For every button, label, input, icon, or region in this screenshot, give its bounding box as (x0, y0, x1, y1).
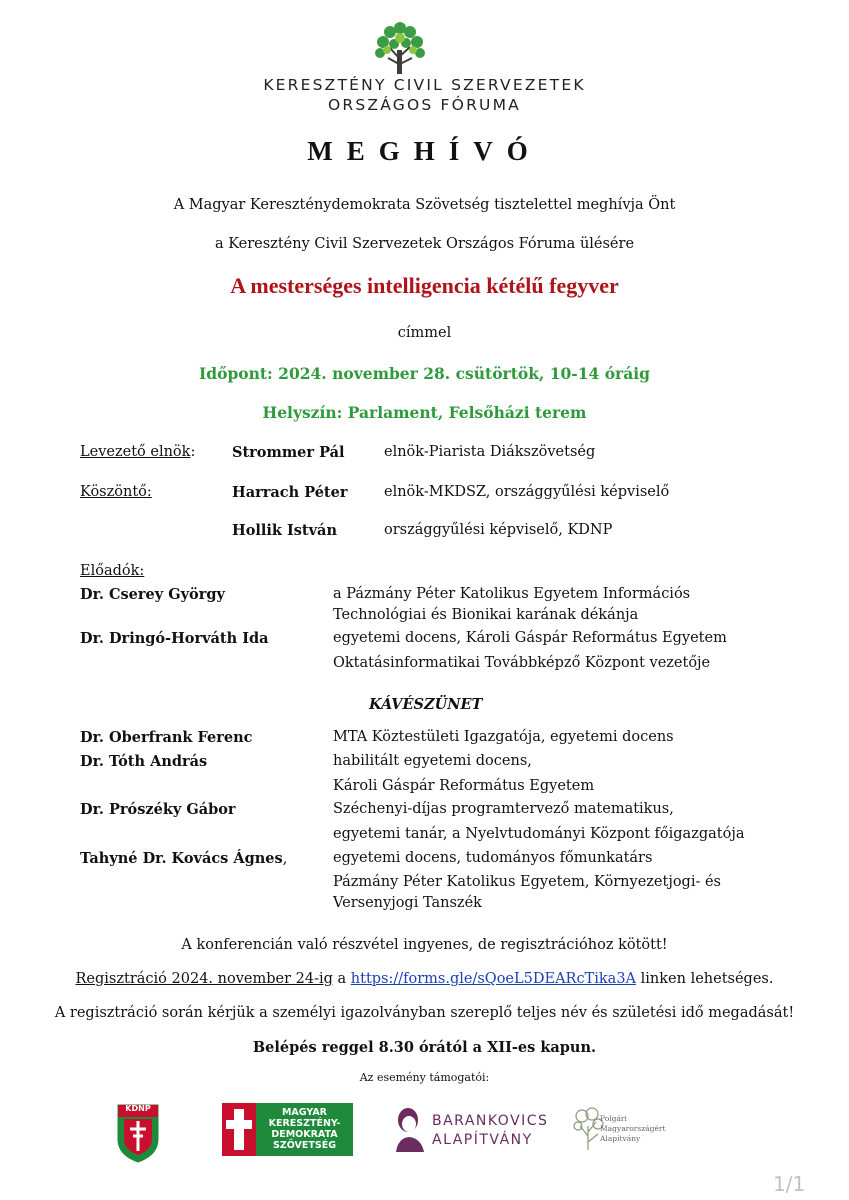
polgari-line3: Alapítvány (600, 1134, 641, 1143)
mksz-line4: SZÖVETSÉG (272, 1140, 336, 1151)
welcome-label: Köszöntő: (80, 484, 152, 500)
mksz-line2: KERESZTÉNY- (268, 1118, 341, 1129)
speaker-desc: MTA Köztestületi Igazgatója, egyetemi docens (333, 729, 674, 745)
free-note: A konferencián való részvétel ingyenes, de regisztrációhoz kötött! (181, 937, 668, 953)
subject-suffix: címmel (397, 325, 452, 341)
id-note: A regisztráció során kérjük a személyi igazolványban szereplő teljes név és születési idő megadását! (54, 1005, 795, 1021)
event-subject: A mesterséges intelligencia kétélű fegyver (230, 273, 619, 298)
speaker-desc: habilitált egyetemi docens, (333, 753, 532, 769)
speaker-desc: a Pázmány Péter Katolikus Egyetem Információs (333, 586, 691, 602)
kdnp-text: KDNP (125, 1104, 151, 1113)
speaker-name: Dr. Dringó-Horváth Ida (80, 630, 269, 647)
tree-logo (372, 20, 428, 76)
page-title: MEGHÍVÓ (307, 136, 542, 166)
entry-note: Belépés reggel 8.30 órától a XII-es kapun. (252, 1039, 597, 1056)
speaker-name: Dr. Tóth András (80, 753, 208, 770)
chair-label: Levezető elnök: (80, 444, 196, 460)
welcome-name: Hollik István (232, 522, 337, 539)
sponsors-label: Az esemény támogatói: (359, 1071, 490, 1084)
speaker-desc: Károli Gáspár Református Egyetem (333, 778, 595, 794)
polgari-line1: Polgári (600, 1114, 627, 1123)
welcome-name: Harrach Péter (232, 484, 348, 501)
speaker-desc: egyetemi tanár, a Nyelvtudományi Központ főigazgatója (333, 826, 745, 842)
speaker-name: Dr. Cserey György (80, 586, 225, 603)
speaker-desc: Technológiai és Bionikai karának dékánja (333, 607, 639, 623)
welcome-desc: elnök-MKDSZ, országgyűlési képviselő (384, 484, 670, 500)
mksz-logo (222, 1103, 353, 1156)
speaker-desc: Széchenyi-díjas programtervező matematikus, (333, 801, 674, 817)
portrait-icon (394, 1106, 426, 1152)
speakers-label: Előadók: (80, 563, 145, 579)
org-name-line2: ORSZÁGOS FÓRUMA (328, 96, 521, 114)
barankovics-line2: ALAPÍTVÁNY (432, 1132, 533, 1148)
registration-line: Regisztráció 2024. november 24-ig a https://forms.gle/sQoeL5DEARcTika3A linken lehetséges. (75, 971, 774, 987)
mksz-cross-v (234, 1109, 244, 1150)
speaker-name: Tahyné Dr. Kovács Ágnes, (80, 850, 288, 867)
registration-deadline: Regisztráció 2024. november 24-ig (75, 971, 333, 987)
page-indicator: 1/1 (773, 1172, 806, 1196)
mksz-cross-h (226, 1120, 252, 1129)
speaker-desc: Pázmány Péter Katolikus Egyetem, Környezetjogi- és (333, 874, 721, 890)
speaker-name: Dr. Oberfrank Ferenc (80, 729, 253, 746)
speaker-desc: egyetemi docens, Károli Gáspár Református Egyetem (333, 630, 727, 646)
speaker-desc: egyetemi docens, tudományos főmunkatárs (333, 850, 653, 866)
speaker-name: Dr. Prószéky Gábor (80, 801, 236, 818)
mksz-line1: MAGYAR (281, 1107, 328, 1118)
kdnp-logo (116, 1103, 160, 1163)
mksz-line3: DEMOKRATA (271, 1129, 338, 1140)
registration-link[interactable]: https://forms.gle/sQoeL5DEARcTika3A (350, 971, 637, 987)
chair-desc: elnök-Piarista Diákszövetség (384, 444, 596, 460)
polgari-line2: Magyarországért (600, 1124, 666, 1133)
chair-name: Strommer Pál (232, 444, 345, 461)
barankovics-logo (394, 1106, 558, 1152)
org-name-line1: KERESZTÉNY CIVIL SZERVEZETEK (263, 76, 586, 94)
welcome-desc: országgyűlési képviselő, KDNP (384, 522, 613, 538)
speaker-desc: Oktatásinformatikai Továbbképző Központ vezetője (333, 655, 711, 671)
event-venue: Helyszín: Parlament, Felsőházi terem (262, 403, 587, 422)
event-time: Időpont: 2024. november 28. csütörtök, 10-14 óráig (199, 364, 650, 383)
coffee-break-label: KÁVÉSZÜNET (369, 696, 483, 713)
intro-line1: A Magyar Kereszténydemokrata Szövetség tisztelettel meghívja Önt (173, 197, 676, 213)
polgari-logo (572, 1106, 666, 1152)
speaker-desc: Versenyjogi Tanszék (333, 895, 482, 911)
barankovics-line1: BARANKOVICS (432, 1113, 549, 1129)
intro-line2: a Keresztény Civil Szervezetek Országos Fóruma ülésére (214, 236, 635, 252)
